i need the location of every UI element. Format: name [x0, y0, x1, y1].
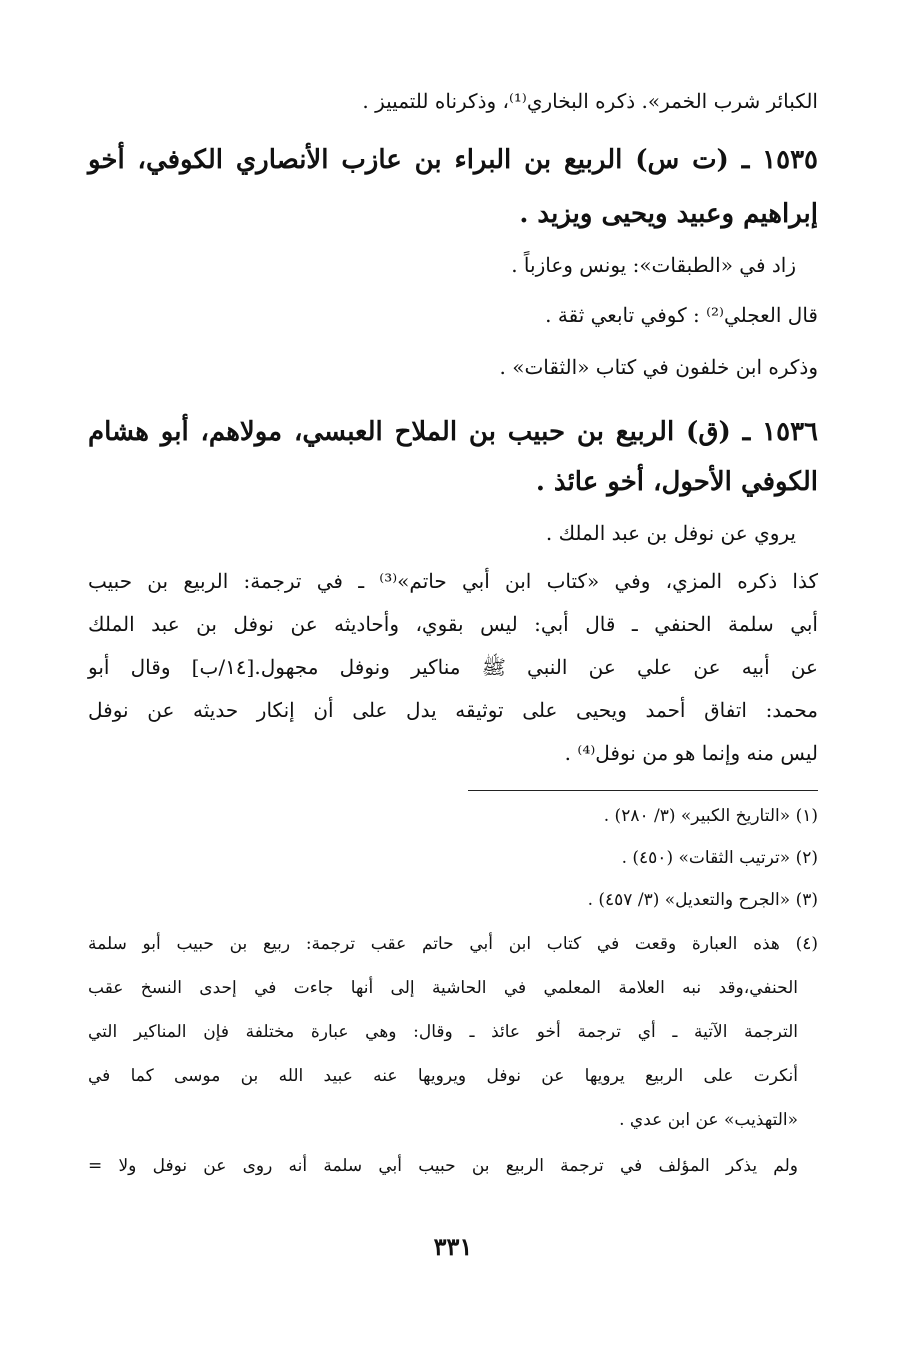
entry-1536-body-line3: عن أبيه عن علي عن النبي ﷺ مناكير ونوفل مجهول.[١٤/ب] وقال أبو	[88, 655, 818, 679]
entry-1535-khalfun: وذكره ابن خلفون في كتاب «الثقات» .	[499, 355, 818, 379]
entry-1536-body-line4: محمد: اتفاق أحمد ويحيى على توثيقه يدل على أن إنكار حديثه عن نوفل	[88, 698, 818, 722]
entry-heading-1536-line2: الكوفي الأحول، أخو عائذ .	[535, 467, 818, 497]
footnote-continuation: ولم يذكر المؤلف في ترجمة الربيع بن حبيب أبي سلمة أنه روى عن نوفل ولا =	[88, 1156, 798, 1176]
entry-1535-tabaqat: زاد في «الطبقات»: يونس وعازباً .	[511, 253, 796, 277]
entry-heading-1535-line2: إبراهيم وعبيد ويحيى ويزيد .	[519, 199, 818, 229]
entry-1536-body-line5: ليس منه وإنما هو من نوفل⁽⁴⁾ .	[564, 741, 818, 765]
footnote-4-line5: «التهذيب» عن ابن عدي .	[619, 1110, 798, 1130]
continuation-line: الكبائر شرب الخمر». ذكره البخاري⁽¹⁾، وذكرناه للتمييز .	[362, 89, 818, 113]
entry-1535-ijli: قال العجلي⁽²⁾ : كوفي تابعي ثقة .	[545, 303, 818, 327]
entry-1536-body-line1: كذا ذكره المزي، وفي «كتاب ابن أبي حاتم»⁽³⁾ ـ في ترجمة: الربيع بن حبيب	[88, 569, 818, 593]
footnote-separator	[468, 790, 818, 791]
entry-1536-narrates: يروي عن نوفل بن عبد الملك .	[545, 521, 796, 545]
footnote-4-line4: أنكرت على الربيع يرويها عن نوفل ويرويها عنه عبيد الله بن موسى كما في	[88, 1066, 798, 1086]
footnote-1: (١) «التاريخ الكبير» (٣/ ٢٨٠) .	[603, 806, 818, 826]
footnote-4-line3: الترجمة الآتية ـ أي ترجمة أخو عائذ ـ وقال: وهي عبارة مختلفة فإن المناكير التي	[88, 1022, 798, 1042]
page-number: ٣٣١	[433, 1232, 473, 1261]
footnote-4-line2: الحنفي،وقد نبه العلامة المعلمي في الحاشية إلى أنها جاءت في إحدى النسخ عقب	[88, 978, 798, 998]
entry-1536-body-line2: أبي سلمة الحنفي ـ قال أبي: ليس بقوي، وأحاديثه عن نوفل بن عبد الملك	[88, 612, 818, 636]
footnote-3: (٣) «الجرح والتعديل» (٣/ ٤٥٧) .	[587, 890, 818, 910]
entry-heading-1536-line1: ١٥٣٦ ـ (ق) الربيع بن حبيب بن الملاح العبسي، مولاهم، أبو هشام	[88, 417, 818, 447]
entry-heading-1535-line1: ١٥٣٥ ـ (ت س) الربيع بن البراء بن عازب الأنصاري الكوفي، أخو	[88, 145, 818, 175]
footnote-4-line1: (٤) هذه العبارة وقعت في كتاب ابن أبي حاتم عقب ترجمة: ربيع بن حبيب أبو سلمة	[88, 934, 818, 954]
footnote-2: (٢) «ترتيب الثقات» (٤٥٠) .	[621, 848, 818, 868]
